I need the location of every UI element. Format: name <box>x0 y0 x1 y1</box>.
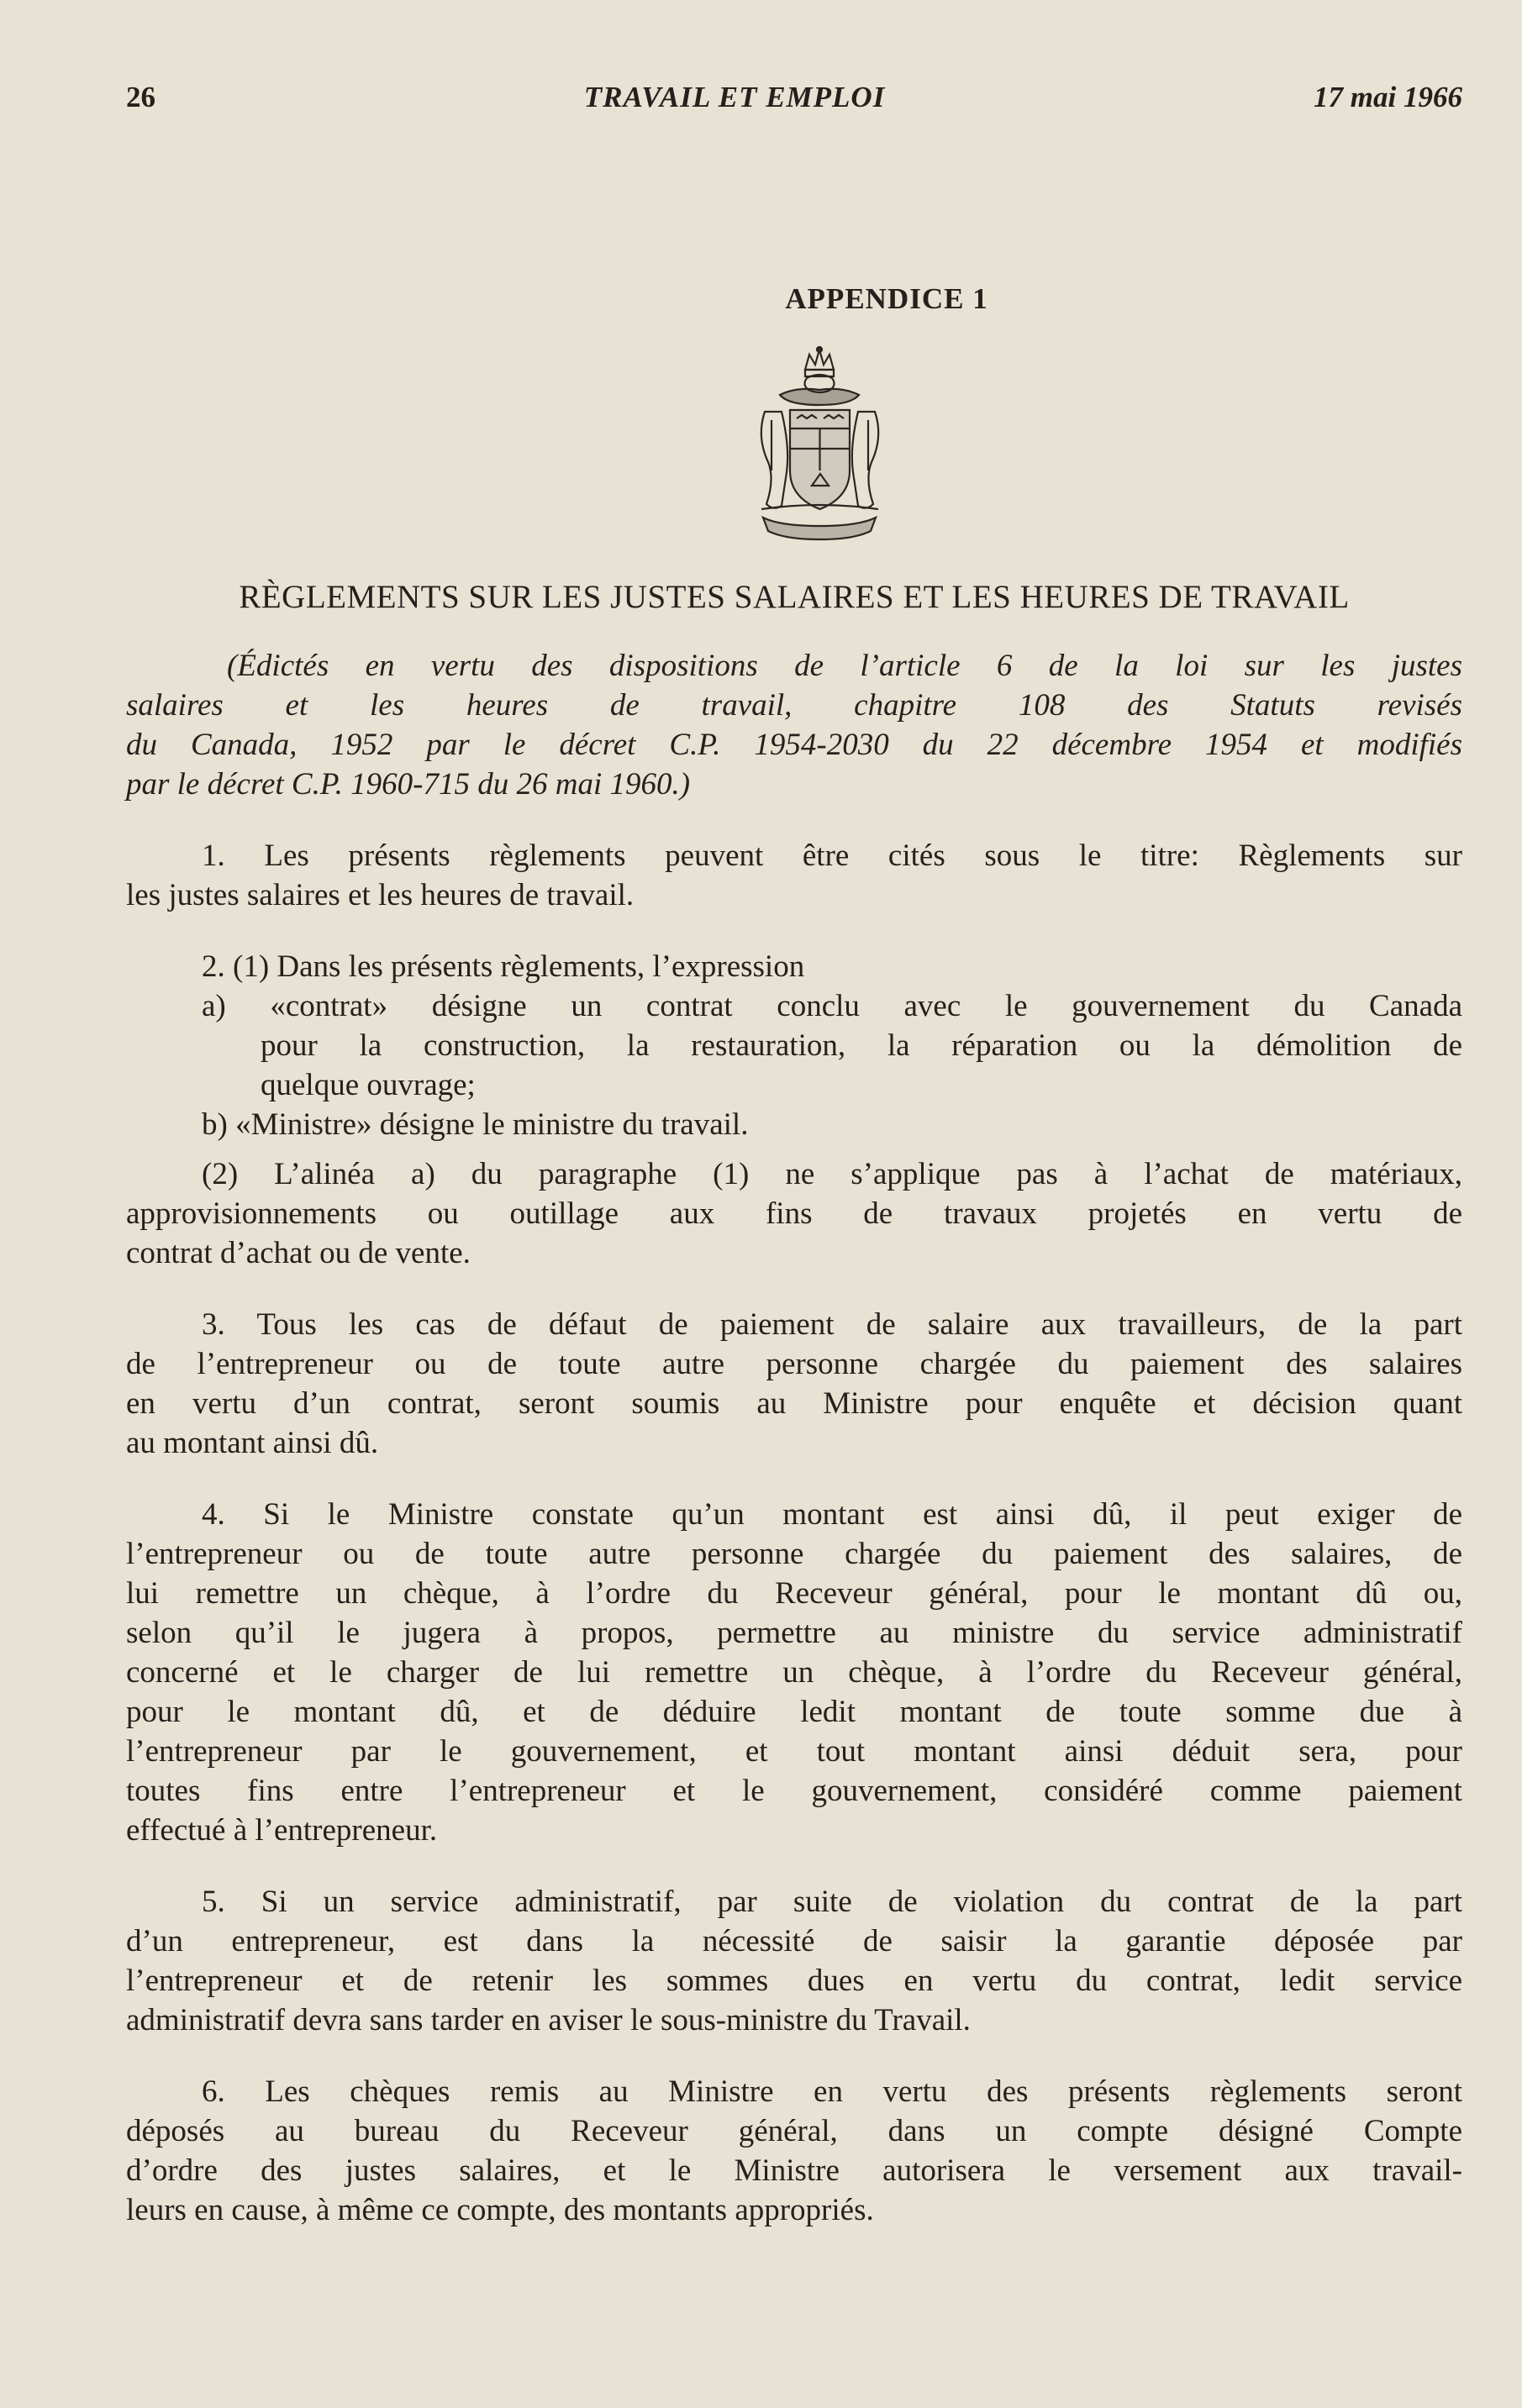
text-line: l’entrepreneur ou de toute autre personne chargée du paiement des salaires, de <box>126 1537 1462 1571</box>
definition-b: b) «Ministre» désigne le ministre du travail. <box>202 1107 749 1142</box>
enactment-line: du Canada, 1952 par le décret C.P. 1954-2030 du 22 décembre 1954 et modifiés <box>126 728 1462 762</box>
text-line: effectué à l’entrepreneur. <box>126 1813 438 1848</box>
section-6 <box>126 2072 1462 2230</box>
text-line: concerné et le charger de lui remettre un chèque, à l’ordre du Receveur général, <box>126 1655 1462 1690</box>
text-line: pour le montant dû, et de déduire ledit montant de toute somme due à <box>126 1695 1462 1729</box>
text-line: les justes salaires et les heures de travail. <box>126 878 635 912</box>
text-line: 4. Si le Ministre constate qu’un montant est ainsi dû, il peut exiger de <box>202 1497 1462 1532</box>
coat-of-arms-icon <box>746 344 893 546</box>
text-line: l’entrepreneur par le gouvernement, et tout montant ainsi déduit sera, pour <box>126 1734 1462 1769</box>
text-line: administratif devra sans tarder en aviser le sous-ministre du Travail. <box>126 2003 971 2037</box>
enactment-line: salaires et les heures de travail, chapitre 108 des Statuts revisés <box>126 688 1462 723</box>
text-line: selon qu’il le jugera à propos, permettre au ministre du service administratif <box>126 1616 1462 1650</box>
enactment-note <box>126 646 1462 804</box>
text-line: déposés au bureau du Receveur général, dans un compte désigné Compte <box>126 2114 1462 2148</box>
enactment-line: (Édictés en vertu des dispositions de l’article 6 de la loi sur les justes <box>227 649 1462 683</box>
section-2 <box>126 947 1462 1273</box>
text-line: d’ordre des justes salaires, et le Ministre autorisera le versement aux travail- <box>126 2153 1462 2188</box>
text-line: pour la construction, la restauration, la réparation ou la démolition de <box>261 1028 1462 1063</box>
running-title: TRAVAIL ET EMPLOI <box>583 81 886 113</box>
text-line: d’un entrepreneur, est dans la nécessité de saisir la garantie déposée par <box>126 1924 1462 1958</box>
page-number: 26 <box>126 81 155 113</box>
text-line: 6. Les chèques remis au Ministre en vertu des présents règlements seront <box>202 2074 1462 2109</box>
text-line: l’entrepreneur et de retenir les sommes dues en vertu du contrat, ledit service <box>126 1964 1462 1998</box>
text-line: de l’entrepreneur ou de toute autre personne chargée du paiement des salaires <box>126 1347 1462 1381</box>
section-1 <box>126 836 1462 915</box>
text-line: contrat d’achat ou de vente. <box>126 1236 471 1270</box>
text-line: lui remettre un chèque, à l’ordre du Receveur général, pour le montant dû ou, <box>126 1576 1462 1611</box>
text-line: 5. Si un service administratif, par suite de violation du contrat de la part <box>202 1885 1462 1919</box>
text-line: quelque ouvrage; <box>261 1068 476 1102</box>
regulation-title: RÈGLEMENTS SUR LES JUSTES SALAIRES ET LES HEURES DE TRAVAIL <box>239 579 1350 615</box>
document-page <box>126 81 1462 2230</box>
definition-a: a) «contrat» désigne un contrat conclu avec le gouvernement du Canada <box>202 989 1462 1023</box>
section-3 <box>126 1305 1462 1463</box>
text-line: (2) L’alinéa a) du paragraphe (1) ne s’applique pas à l’achat de matériaux, <box>202 1157 1462 1191</box>
text-line: au montant ainsi dû. <box>126 1426 379 1460</box>
text-line: 3. Tous les cas de défaut de paiement de salaire aux travailleurs, de la part <box>202 1307 1462 1342</box>
enactment-line: par le décret C.P. 1960-715 du 26 mai 1960.) <box>126 767 691 802</box>
section-4 <box>126 1495 1462 1850</box>
text-line: 1. Les présents règlements peuvent être cités sous le titre: Règlements sur <box>202 839 1462 873</box>
text-line: en vertu d’un contrat, seront soumis au Ministre pour enquête et décision quant <box>126 1386 1462 1421</box>
text-line: toutes fins entre l’entrepreneur et le gouvernement, considéré comme paiement <box>126 1774 1462 1808</box>
text-line: leurs en cause, à même ce compte, des montants appropriés. <box>126 2193 874 2227</box>
section-5 <box>126 1882 1462 2040</box>
header-date: 17 mai 1966 <box>1314 81 1462 113</box>
appendix-title: APPENDICE 1 <box>785 282 988 315</box>
page-header <box>126 81 1462 131</box>
text-line: approvisionnements ou outillage aux fins de travaux projetés en vertu de <box>126 1196 1462 1231</box>
text-line: 2. (1) Dans les présents règlements, l’expression <box>202 949 805 984</box>
